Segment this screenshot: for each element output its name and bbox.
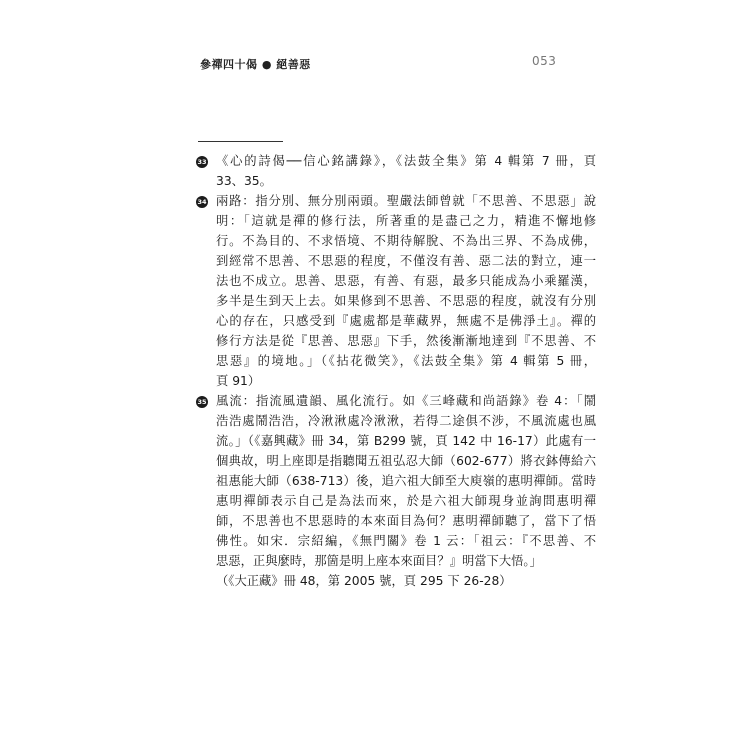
footnote-line: 33、35。 xyxy=(216,174,272,188)
footnote-line: 思惡，正與麼時，那箇是明上座本來面目？』明當下大悟。」 xyxy=(216,554,542,568)
footnote-35 xyxy=(196,391,596,591)
footnote-line: 頁 91） xyxy=(216,374,261,388)
footnote-separator-rule xyxy=(198,141,283,142)
footnote-line: 師，不思善也不思惡時的本來面目為何？惠明禪師聽了，當下了悟 xyxy=(216,514,596,528)
footnote-line: 浩浩處鬧浩浩，冷湫湫處冷湫湫，若得二途俱不涉，不風流處也風 xyxy=(216,414,596,428)
footnote-line: 思惡』的境地。」（《拈花微笑》，《法鼓全集》第 4 輯第 5 冊， xyxy=(216,354,596,368)
footnote-line: 到經常不思善、不思惡的程度，不僅沒有善、惡二法的對立，連一 xyxy=(216,254,596,268)
footnote-line: 行。不為目的、不求悟境、不期待解脫、不為出三界、不為成佛， xyxy=(216,234,596,248)
footnote-line: 佛性。如宋．宗紹編，《無門關》卷 1 云：「祖云：『不思善、不 xyxy=(216,534,596,548)
footnote-34 xyxy=(196,191,596,391)
footnotes-section xyxy=(196,151,596,591)
page-number: 053 xyxy=(532,54,557,68)
footnote-line: 修行方法是從『思善、思惡』下手，然後漸漸地達到『不思善、不 xyxy=(216,334,596,348)
footnote-number-badge: 35 xyxy=(197,398,207,406)
footnote-line: 祖惠能大師（638-713）後，追六祖大師至大庾嶺的惠明禪師。當時 xyxy=(216,474,596,488)
footnote-line: 法也不成立。思善、思惡，有善、有惡，最多只能成為小乘羅漢， xyxy=(216,274,596,288)
footnote-line: 兩路：指分別、無分別兩頭。聖嚴法師曾就「不思善、不思惡」說 xyxy=(216,194,596,208)
footnote-line: 個典故，明上座即是指聽聞五祖弘忍大師（602-677）將衣鉢傳給六 xyxy=(216,454,596,468)
footnote-number-badge: 34 xyxy=(197,198,207,206)
footnote-line: 明：「這就是禪的修行法，所著重的是盡己之力，精進不懈地修 xyxy=(216,214,596,228)
running-header-title: 參禪四十偈 ● 絕善惡 xyxy=(200,58,311,71)
footnote-line: 心的存在，只感受到『處處都是華藏界，無處不是佛淨土』。禪的 xyxy=(216,314,596,328)
footnote-line: 《心的詩偈──信心銘講錄》，《法鼓全集》第 4 輯第 7 冊，頁 xyxy=(216,154,596,168)
footnote-line: 惠明禪師表示自己是為法而來，於是六祖大師現身並詢問惠明禪 xyxy=(216,494,596,508)
footnote-number-badge: 33 xyxy=(197,158,207,166)
footnote-line: 流。」（《嘉興藏》冊 34，第 B299 號，頁 142 中 16-17）此處有一 xyxy=(216,434,596,448)
footnote-33 xyxy=(196,151,596,191)
footnote-line: （《大正藏》冊 48，第 2005 號，頁 295 下 26-28） xyxy=(216,574,512,588)
footnote-line: 風流：指流風遺韻、風化流行。如《三峰藏和尚語錄》卷 4：「鬧 xyxy=(216,394,596,408)
footnote-line: 多半是生到天上去。如果修到不思善、不思惡的程度，就沒有分別 xyxy=(216,294,596,308)
